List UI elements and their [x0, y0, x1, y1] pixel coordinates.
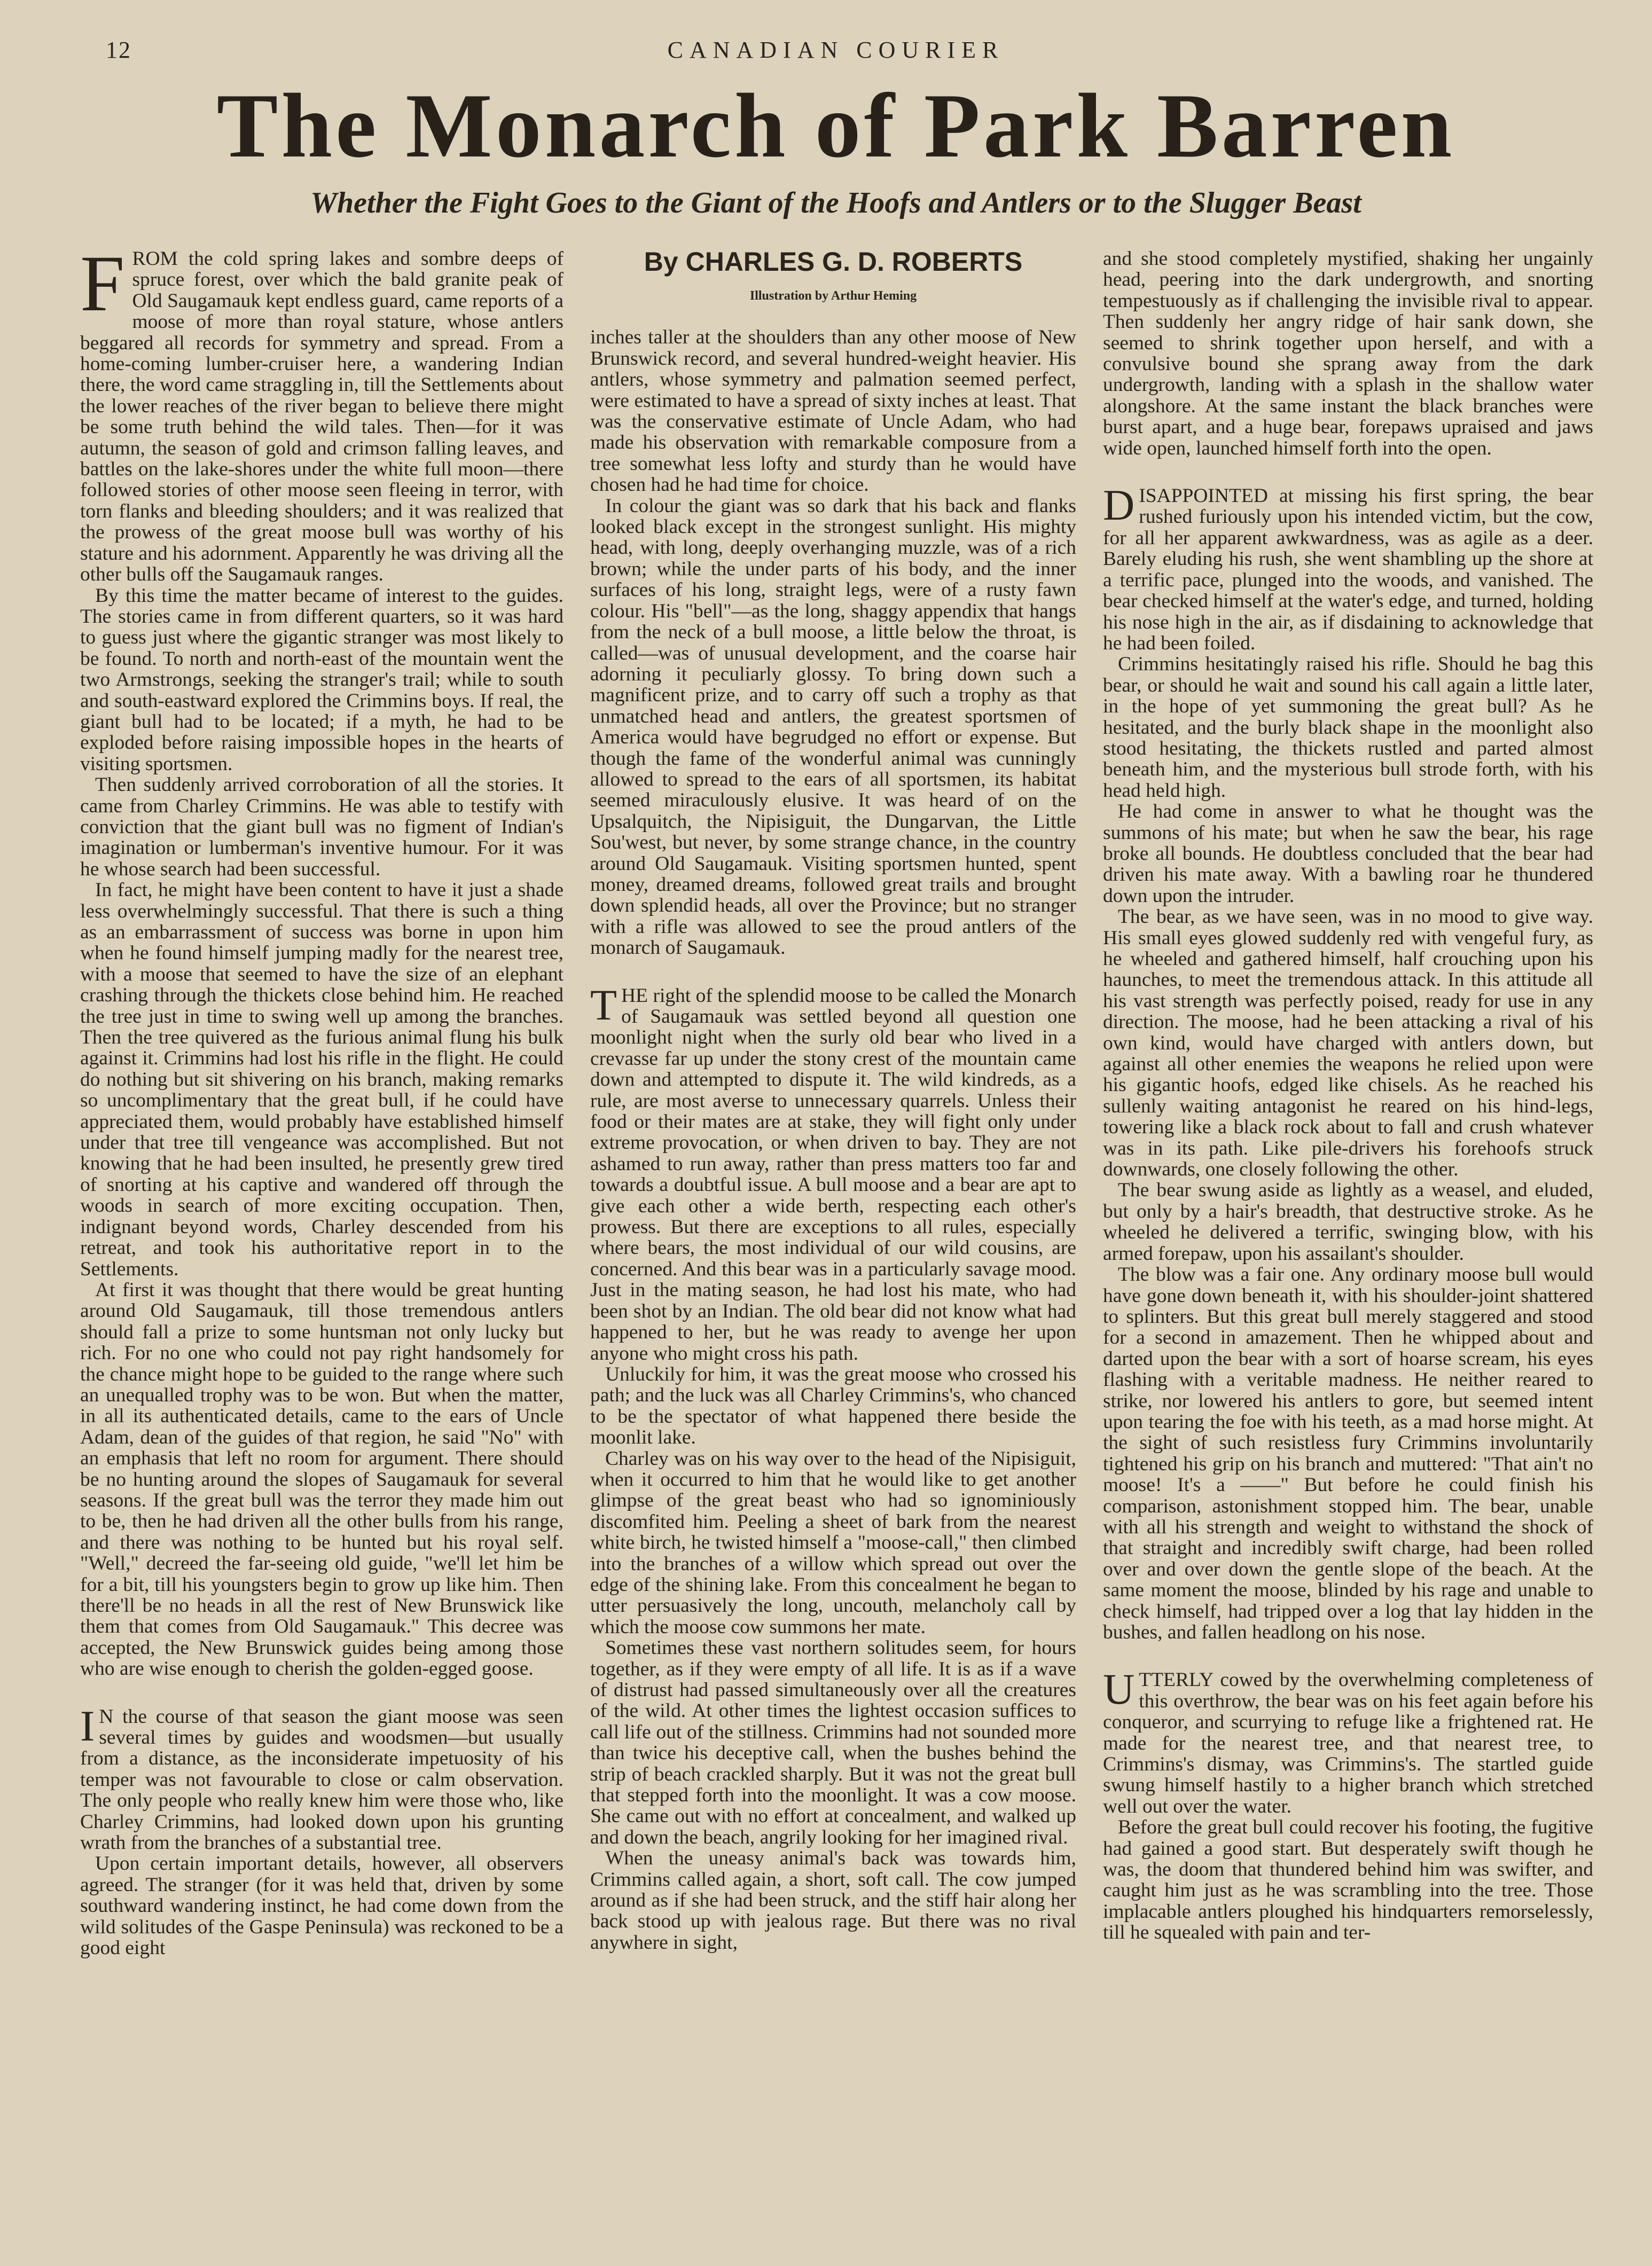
- paragraph: Charley was on his way over to the head of the Nipisiguit, when it occurred to him that he would like to get another glimpse of the great beast who had so ignominiously discomfited him. Peeling a sheet of bark from the nearest white birch, he twisted himself a "moose-call," then climbed into the branches of a willow which spread out over the edge of the shining lake. From this concealment he began to utter persuasively the long, uncouth, melancholy call by which the moose cow summons her mate.: [590, 1447, 1076, 1638]
- paragraph: and she stood completely mystified, shaking her ungainly head, peering into the dark undergrowth, and snorting tempestuously as if challenging the invisible rival to appear. Then suddenly her angry ridge of hair sank down, she seemed to shrink together upon herself, and with a convulsive bound she sprang away from the dark undergrowth, landing with a splash in the shallow water alongshore. At the same instant the black branches were burst apart, and a huge bear, forepaws upraised and jaws wide open, launched himself forth into the open.: [1103, 248, 1593, 459]
- drop-cap: F: [80, 248, 125, 328]
- page-number: 12: [106, 37, 131, 63]
- paragraph: [80, 248, 563, 585]
- paragraph: Upon certain important details, however, all observers agreed. The stranger (for it was held that, driven by some southward wandering instinct, he had come down from the wild solitudes of the Gaspe Peninsula) was reckoned to be a good eight: [80, 1853, 563, 1959]
- paragraph: The blow was a fair one. Any ordinary moose bull would have gone down beneath it, with his shoulder-joint shattered to splinters. But this great bull merely staggered and stood for a second in amazement. Then he whipped about and darted upon the bear with a sort of hoarse scream, his eyes flashing with a veritable madness. He neither reared to strike, nor lowered his antlers to gore, but seemed intent upon tearing the foe with his teeth, as a mad horse might. At the sight of such resistless fury Crimmins involuntarily tightened his grip on his branch and muttered: "That ain't no moose! It's a ——" But before he could finish his comparison, astonishment stopped him. The bear, unable with all his strength and weight to withstand the shock of that straight and incredibly swift charge, had been rolled over and over down the gentle slope of the beach. At the same moment the moose, blinded by his rage and unable to check himself, had tripped over a log that lay hidden in the bushes, and fallen headlong on his nose.: [1103, 1264, 1593, 1643]
- initial-cap: T: [590, 980, 617, 1029]
- paragraph: [590, 980, 1076, 1365]
- initial-cap: I: [80, 1701, 95, 1750]
- article-subtitle: Whether the Fight Goes to the Giant of the Hoofs and Antlers or to the Slugger Beast: [310, 186, 1361, 219]
- paragraph: Sometimes these vast northern solitudes seem, for hours together, as if they were empty of all life. It is as if a wave of distrust had passed simultaneously over all the creatures of the wild. At other times the lightest occasion suffices to call life out of the stillness. Crimmins had not sounded more than twice his deceptive call, when the bushes behind the strip of beach crackled sharply. But it was not the great bull that stepped forth into the moonlight. It was a cow moose. She came out with no effort at concealment, and walked up and down the beach, angrily looking for her imagined rival.: [590, 1637, 1076, 1848]
- column-3: [1103, 248, 1593, 2224]
- paragraph: In colour the giant was so dark that his back and flanks looked black except in the strongest sunlight. His mighty head, with long, deeply overhanging muzzle, was of a rich brown; while the under parts of his body, and the inner surfaces of his long, straight legs, were of a rusty fawn colour. His "bell"—as the long, shaggy appendix that hangs from the neck of a bull moose, a little below the throat, is called—was of unusual development, and the coarse hair adorning it peculiarly glossy. To bring down such a magnificent prize, and to carry off such a trophy as that unmatched head and antlers, the greatest sportsmen of America would have begrudged no effort or expense. But though the fame of the wonderful animal was cunningly allowed to spread to the ears of all sportsmen, its habitat seemed miraculously elusive. It was heard of on the Upsalquitch, the Nipisiguit, the Dungarvan, the Little Sou'west, but never, by some strange chance, in the country around Old Saugamauk. Visiting sportsmen hunted, spent money, dreamed dreams, followed great trails and brought down splendid heads, all over the Province; but no stranger with a rifle was allowed to see the proud antlers of the monarch of Saugamauk.: [590, 495, 1076, 959]
- page-header: [96, 36, 1576, 74]
- paragraph: Then suddenly arrived corroboration of all the stories. It came from Charley Crimmins. He was able to testify with conviction that the giant bull was no figment of Indian's imagination or lumberman's inventive humour. For it was he whose search had been successful.: [80, 774, 563, 880]
- paragraph-text: N the course of that season the giant moose was seen several times by guides and woodsmen—but usually from a distance, as the inconsiderate impetuosity of his temper was not favourable to close or calm observation. The only people who really knew him were those who, like Charley Crimmins, had looked down upon his grunting wrath from the branches of a substantial tree.: [80, 1705, 563, 1854]
- initial-cap: D: [1103, 481, 1135, 530]
- paragraph-text: HE right of the splendid moose to be called the Monarch of Saugamauk was settled beyond all question one moonlight night when the surly old bear who lived in a crevasse far up under the stony crest of the mountain came down and attempted to dispute it. The wild kindreds, as a rule, are most averse to unnecessary quarrels. Unless their food or their mates are at stake, they will fight only under extreme provocation, or when driven to bay. They are not ashamed to run away, rather than press matters too far and towards a doubtful issue. A bull moose and a bear are apt to give each other a wide berth, respecting each other's prowess. But there are exceptions to all rules, especially where bears, the most individual of our wild cousins, are concerned. And this bear was in a particularly savage mood. Just in the mating season, he had lost his mate, who had been shot by an Indian. The old bear did not know what had happened to her, but he was ready to avenge her upon anyone who might cross his path.: [590, 984, 1076, 1365]
- paragraph: The bear, as we have seen, was in no mood to give way. His small eyes glowed suddenly red with vengeful fury, as he wheeled and gathered himself, half crouching upon his haunches, to meet the tremendous attack. In this attitude all his vast strength was perfectly poised, ready for use in any direction. The moose, had he been attacking a rival of his own kind, would have charged with antlers down, but against all other enemies the weapons he relied upon were his gigantic hoofs, edged like chisels. As he reached his sullenly waiting antagonist he reared on his hind-legs, towering like a black rock about to fall and crush whatever was in its path. Like pile-drivers his forehoofs struck downwards, one closely following the other.: [1103, 906, 1593, 1181]
- byline: By CHARLES G. D. ROBERTS: [644, 248, 1023, 277]
- paragraph-text: ISAPPOINTED at missing his first spring, the bear rushed furiously upon his intended victim, but the cow, for all her apparent awkwardness, was as agile as a deer. Barely eluding his rush, she went shambling up the shore at a terrific pace, plunged into the woods, and vanished. The bear checked himself at the water's edge, and turned, holding his nose high in the air, as if disdaining to acknowledge that he had been foiled.: [1103, 485, 1593, 654]
- paragraph: Unluckily for him, it was the great moose who crossed his path; and the luck was all Charley Crimmins's, who chanced to be the spectator of what happened there beside the moonlit lake.: [590, 1363, 1076, 1449]
- initial-cap: U: [1103, 1665, 1135, 1714]
- paragraph: The bear swung aside as lightly as a weasel, and eluded, but only by a hair's breadth, that destructive stroke. As he wheeled he delivered a terrific, swinging blow, with his armed forepaw, upon his assailant's shoulder.: [1103, 1179, 1593, 1265]
- paragraph: In fact, he might have been content to have it just a shade less overwhelmingly successful. That there is such a thing as an embarrassment of success was borne in upon him when he found himself jumping madly for the nearest tree, with a moose that seemed to have the size of an elephant crashing through the thickets close behind him. He reached the tree just in time to swing well up among the branches. Then the tree quivered as the furious animal flung his bulk against it. Crimmins had lost his rifle in the flight. He could do nothing but sit shivering on his branch, making remarks so uncomplimentary that the great bull, if he could have appreciated them, would probably have established himself under that tree till vengeance was accomplished. But not knowing that he had been insulted, he presently grew tired of snorting at his captive and wandered off through the woods in search of more exciting occupation. Then, indignant beyond words, Charley descended from his retreat, and took his authoritative report in to the Settlements.: [80, 879, 563, 1280]
- column-2: [590, 248, 1076, 2224]
- paragraph: At first it was thought that there would be great hunting around Old Saugamauk, till those tremendous antlers should fall a prize to some huntsman not only lucky but rich. For no one who could not pay right handsomely for the chance might hope to be guided to the range where such an unequalled trophy was to be won. But when the matter, in all its authenticated details, came to the ears of Uncle Adam, dean of the guides of that region, he said "No" with an emphasis that left no room for argument. There should be no hunting around the slopes of Saugamauk for several seasons. If the great bull was the terror they made him out to be, then he had driven all the other bulls from his range, and there was nothing to be hunted but his royal self. "Well," decreed the far-seeing old guide, "we'll let him be for a bit, till his youngsters begin to grow up like him. Then there'll be no heads in all the rest of New Brunswick like them that comes from Old Saugamauk." This decree was accepted, the New Brunswick guides being among those who are wise enough to cherish the golden-egged goose.: [80, 1279, 563, 1680]
- paragraph: He had come in answer to what he thought was the summons of his mate; but when he saw the bear, his rage broke all bounds. He doubtless concluded that the bear had driven his mate away. With a bawling roar he thundered down upon the intruder.: [1103, 801, 1593, 907]
- illustration-credit: Illustration by Arthur Heming: [749, 289, 917, 303]
- paragraph-text: TTERLY cowed by the overwhelming completeness of this overthrow, the bear was on his feet again before his conqueror, and scurrying to refuge like a frightened rat. He made for the nearest tree, and that nearest tree, to Crimmins's dismay, was Crimmins's. The startled guide swung himself hastily to a higher branch which stretched well out over the water.: [1103, 1669, 1593, 1817]
- column-1: [80, 248, 563, 2224]
- paragraph-text: ROM the cold spring lakes and sombre deeps of spruce forest, over which the bald granite peak of Old Saugamauk kept endless guard, came reports of a moose of more than royal stature, whose antlers beggared all records for symmetry and spread. From a home-coming lumber-cruiser here, a wandering Indian there, the word came straggling in, till the Settlements about the lower reaches of the river began to believe there might be some truth behind the wild tales. Then—for it was autumn, the season of gold and crimson falling leaves, and battles on the lake-shores under the white full moon—there followed stories of other moose seen fleeing in terror, with torn flanks and bleeding shoulders; and it was realized that the prowess of the great moose bull was worthy of his stature and his adornment. Apparently he was driving all the other bulls off the Saugamauk ranges.: [80, 248, 563, 586]
- paragraph: inches taller at the shoulders than any other moose of New Brunswick record, and several hundred-weight heavier. His antlers, whose symmetry and palmation seemed perfect, were estimated to have a spread of sixty inches at least. That was the conservative estimate of Uncle Adam, who had made his observation with remarkable composure from a tree somewhat less lofty and sturdy than he would have chosen had he had time for choice.: [590, 326, 1076, 496]
- paragraph: By this time the matter became of interest to the guides. The stories came in from different quarters, so it was hard to guess just where the gigantic stranger was most likely to be found. To north and north-east of the mountain went the two Armstrongs, seeking the stranger's trail; while to south and south-eastward explored the Crimmins boys. If real, the giant bull had to be located; if a myth, he had to be exploded before raising impossible hopes in the hearts of visiting sportsmen.: [80, 584, 563, 775]
- magazine-name: CANADIAN COURIER: [667, 37, 1005, 63]
- paragraph: [1103, 481, 1593, 654]
- paragraph: [1103, 1665, 1593, 1817]
- paragraph: Before the great bull could recover his footing, the fugitive had gained a good start. But desperately swift though he was, the doom that thundered behind him was swifter, and caught him just as he was scrambling into the tree. Those implacable antlers ploughed his hindquarters remorselessly, till he squealed with pain and ter-: [1103, 1816, 1593, 1944]
- article-title: The Monarch of Park Barren: [216, 75, 1455, 177]
- paragraph: When the uneasy animal's back was towards him, Crimmins called again, a short, soft call. The cow jumped around as if she had been struck, and the stiff hair along her back stood up with jealous rage. But there was no rival anywhere in sight,: [590, 1847, 1076, 1954]
- paragraph: Crimmins hesitatingly raised his rifle. Should he bag this bear, or should he wait and sound his call again a little later, in the hope of yet summoning the great bull? As he hesitated, and the burly black shape in the moonlight also stood hesitating, the thickets rustled and parted almost beneath him, and the mysterious bull strode forth, with his head held high.: [1103, 653, 1593, 802]
- paragraph: [80, 1701, 563, 1854]
